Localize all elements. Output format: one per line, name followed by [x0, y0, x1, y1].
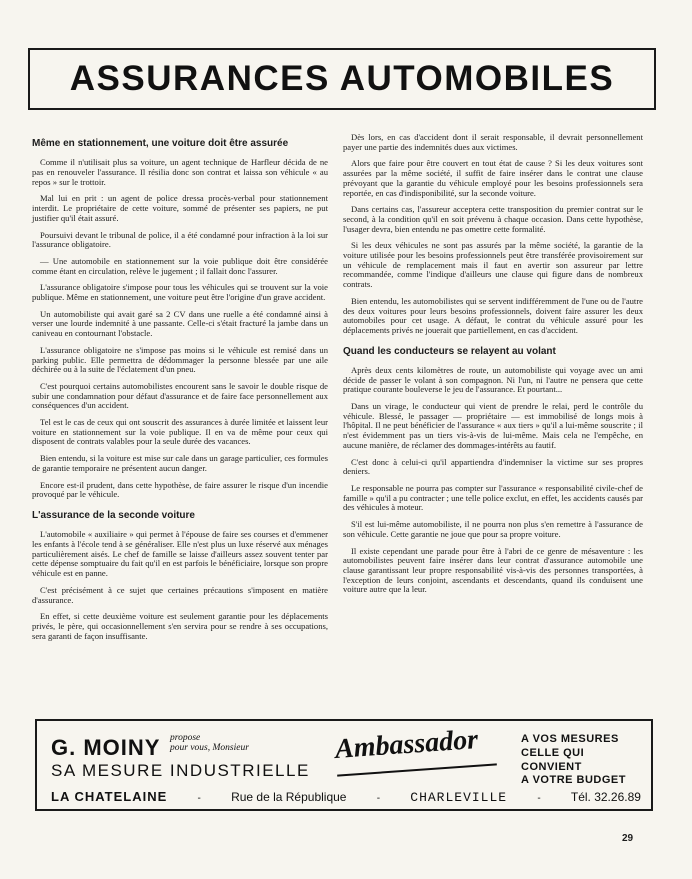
- paragraph: Un automobiliste qui avait garé sa 2 CV dans une ruelle a été condamné ainsi à verser une lourde indemnité à une passante. Celle-ci s'était fracturé la jambe dans un caniveau en contournant l'obstacle.: [32, 308, 328, 339]
- paragraph: Alors que faire pour être couvert en tout état de cause ? Si les deux voitures sont assurées par la même société, il suffit de faire insérer dans le contrat une clause prévoyant que la garantie du véhicule employé pour les besoins professionnels sera reportée, en cas d'indisponibilité, sur la seconde voiture.: [343, 158, 643, 198]
- paragraph: L'automobile « auxiliaire » qui permet à l'épouse de faire ses courses et d'emmener les enfants à l'école tend à se généraliser. Elle n'est plus un luxe réservé aux ménages particulièrement aisés. Le chef de famille se laisse d'ailleurs assez souvent tenter par cette dépense somptuaire du fait qu'il en est parfois le bénéficiaire, lorsque son propre véhicule est en panne.: [32, 529, 328, 579]
- paragraph: Il existe cependant une parade pour être à l'abri de ce genre de mésaventure : les automobilistes peuvent faire insérer dans leur contrat d'assurance automobile une clause garantissant leur propre responsabilité vis-à-vis des personnes transportées, à l'exception de leurs conjoint, ascendants et descendants, quand ils conduisent une voiture autre que la leur.: [343, 545, 643, 595]
- ad-slogan: [521, 733, 641, 788]
- paragraph: L'assurance obligatoire ne s'impose pas moins si le véhicule est remisé dans un parking public. Elle permettra de dédommager la personne blessée par une aile déchirée ou à la suite de l'éclatement d'un pneu.: [32, 344, 328, 375]
- page-number: 29: [622, 833, 634, 844]
- paragraph: — Une automobile en stationnement sur la voie publique doit être considérée comme étant en circulation, relève le jugement ; il fallait donc l'assurer.: [32, 255, 328, 276]
- ad-slogan-line-2: CELLE QUI CONVIENT: [521, 746, 585, 773]
- paragraph: Si les deux véhicules ne sont pas assurés par la même société, la garantie de la voiture utilisée pour les besoins professionnels peut être transférée provisoirement sur un véhicule de remplacement mais il faut en avertir son assureur par lettre recommandée, comme l'indique d'ailleurs une clause qui figure dans de nombreux contrats.: [343, 240, 643, 290]
- paragraph: Bien entendu, les automobilistes qui se servent indifféremment de l'une ou de l'autre des deux voitures pour leurs besoins professionnels, doivent faire assurer les deux automobiles pour cet usage. A défaut, le contrat du véhicule assuré pour les déplacements privés ne jouerait que partiellement, en cas d'accident.: [343, 295, 643, 335]
- paragraph: En effet, si cette deuxième voiture est seulement garantie pour les déplacements privés, le père, qui occasionnellement s'en servira pour se rendre à ses occupations, sera garanti de façon insuffisante.: [32, 611, 328, 641]
- ad-separator: -: [537, 793, 541, 804]
- left-column: [32, 132, 328, 648]
- ad-slogan-line-3: A VOTRE BUDGET: [521, 774, 626, 787]
- paragraph: S'il est lui-même automobiliste, il ne pourra non plus s'en remettre à l'assurance de son véhicule. Cette garantie ne joue que pour sa propre voiture.: [343, 519, 643, 539]
- ambassador-logo: Ambassador: [334, 724, 480, 765]
- ad-mesure: SA MESURE INDUSTRIELLE: [51, 761, 310, 780]
- ad-slogan-line-1: A VOS MESURES: [521, 733, 619, 745]
- paragraph: Poursuivi devant le tribunal de police, il a été condamné pour infraction à la loi sur l'assurance obligatoire.: [32, 229, 328, 250]
- title-box: [28, 48, 656, 110]
- paragraph: Dans certains cas, l'assureur acceptera cette transposition du premier contrat sur le second, à la condition qu'il en soit prévenu à chaque occasion. Dans cette hypothèse, l'usager devra, bien entendu ne pas omettre cette formalité.: [343, 204, 643, 234]
- ad-tagline-line-1: propose: [170, 733, 201, 743]
- paragraph: Bien entendu, si la voiture est mise sur cale dans un garage particulier, ces formules de garantie temporaire ne présentent aucun danger.: [32, 453, 328, 473]
- ad-separator: -: [197, 793, 201, 804]
- ad-shop-name: LA CHATELAINE: [51, 789, 168, 804]
- right-column: [343, 133, 643, 602]
- section-heading: L'assurance de la seconde voiture: [32, 509, 195, 521]
- ad-phone: Tél. 32.26.89: [570, 790, 641, 804]
- page-title: ASSURANCES AUTOMOBILES: [69, 59, 615, 98]
- logo-underline: [337, 763, 497, 776]
- paragraph: Dans un virage, le conducteur qui vient de prendre le relai, perd le contrôle du véhicule. Blessé, le passager — propriétaire — est immobilisé de longs mois à l'hôpital. Il ne peut bénéficier de l'assurance « aux tiers » qu'il a lui-même souscrite ; il n'est évidemment pas un tiers vis-à-vis de lui-même. Mais cela ne l'empêche, en aucune manière, de réclamer des dommages-intérêts au fautif.: [343, 401, 643, 450]
- advertisement: [35, 719, 653, 811]
- ad-tagline-line-2: pour vous, Monsieur: [170, 742, 249, 753]
- paragraph: Mal lui en prit : un agent de police dressa procès-verbal pour stationnement interdit. Le propriétaire de cette voiture, sommé de présenter ses papiers, ne put justifier qu'il était assuré.: [32, 193, 328, 223]
- paragraph: Tel est le cas de ceux qui ont souscrit des assurances à durée limitée et laissent leur voiture en stationnement sur la voie publique. Il en va de même pour ceux qui disposent de contrats valables pour la seule durée des vacances.: [32, 417, 328, 447]
- ad-brand: G. MOINY: [51, 735, 161, 760]
- ad-street: Rue de la République: [231, 790, 347, 804]
- ad-address-bar: [51, 789, 641, 805]
- paragraph: Le responsable ne pourra pas compter sur l'assurance « responsabilité civile-chef de famille » qu'il a pu contracter ; une telle police exclut, en effet, les accidents causés par des véhicules à moteur.: [343, 482, 643, 513]
- paragraph: Encore est-il prudent, dans cette hypothèse, de faire assurer le risque d'un incendie provoqué par le véhicule.: [32, 479, 328, 500]
- paragraph: Après deux cents kilomètres de route, un automobiliste qui voyage avec un ami décide de passer le volant à son compagnon. Ni l'un, ni l'autre ne pensera que cette pratique courante bouleverse le jeu de l'assurance. Et pourtant...: [343, 364, 643, 395]
- paragraph: L'assurance obligatoire s'impose pour tous les véhicules qui se trouvent sur la voie publique. Même en stationnement, une voiture peut être l'origine d'un grave accident.: [32, 282, 328, 303]
- section-heading: Quand les conducteurs se relayent au volant: [343, 345, 556, 357]
- ad-city: CHARLEVILLE: [410, 790, 508, 805]
- paragraph: Comme il n'utilisait plus sa voiture, un agent technique de Harfleur décida de ne pas en renouveler l'assurance. Il résilia donc son contrat et laissa son véhicule « au repos » sur le trottoir.: [32, 157, 328, 187]
- ad-tagline: [170, 734, 249, 754]
- section-heading: Même en stationnement, une voiture doit être assurée: [32, 138, 289, 149]
- paragraph: C'est pourquoi certains automobilistes encourent sans le savoir le double risque de subir une condamnation pour défaut d'assurance et de faire face personnellement aux conséquences d'un accident.: [32, 380, 328, 411]
- paragraph: C'est donc à celui-ci qu'il appartiendra d'indemniser la victime sur ses propres deniers.: [343, 456, 643, 477]
- ad-separator: -: [376, 793, 381, 804]
- paragraph: C'est précisément à ce sujet que certaines précautions s'imposent en matière d'assurance.: [32, 584, 328, 605]
- paragraph: Dès lors, en cas d'accident dont il serait responsable, il devrait personnellement payer une partie des indemnités dues aux victimes.: [343, 132, 643, 152]
